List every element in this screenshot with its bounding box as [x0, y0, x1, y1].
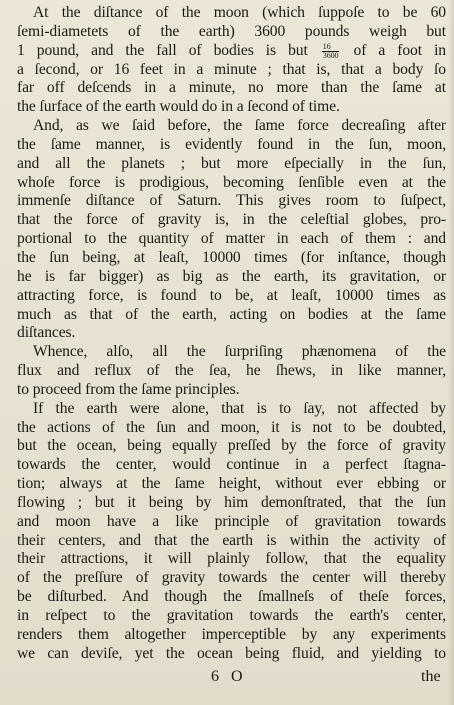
fraction-numerator: 16 [322, 43, 340, 52]
fraction [322, 43, 340, 60]
text-line [17, 42, 446, 61]
text-line: he is far bigger) as big as the earth, its gravitation, or [17, 267, 446, 285]
text-line: the ſurface of the earth would do in a ſecond of time. [17, 98, 340, 116]
body-text [17, 4, 446, 664]
fraction-denominator: 3600 [322, 50, 339, 60]
text-line: diſtances. [17, 324, 76, 342]
text-line: their attractions, it will plainly follow, that the equality [17, 550, 446, 568]
text-line: ſemi-diametets of the earth) 3600 pounds weigh but [17, 22, 446, 40]
text-line: renders them altogether imperceptible by any experiments [17, 625, 446, 643]
page-edge-shadow [448, 0, 454, 705]
text-line: At the diſtance of the moon (which ſuppoſe to be 60 [33, 4, 446, 21]
text-line: flowing ; but it being by him demonſtrated, that the ſun [17, 493, 446, 511]
text-line: Whence, alſo, all the ſurpriſing phænomena of the [33, 343, 446, 361]
text-line: in reſpect to the gravitation towards the earth's center, [17, 607, 446, 624]
text-line: immenſe diſtance of Saturn. This gives room to ſuſpect, [17, 192, 446, 210]
text-line: be diſturbed. And though the ſmallneſs of theſe forces, [17, 588, 446, 606]
text-line: tion; always at the ſame height, without ever ebbing or [17, 475, 446, 493]
text-line: the actions of the ſun and moon, it is not to be doubted, [17, 418, 446, 436]
text-line: that the force of gravity is, in the celeſtial globes, pro- [17, 211, 446, 229]
text-line: but the ocean, being equally preſſed by the force of gravity [17, 437, 446, 455]
text-line: whoſe force is prodigious, becoming ſenſible even at the [17, 173, 446, 191]
text-line: and moon have a like principle of gravitation towards [17, 512, 446, 530]
text-line: flux and reflux of the ſea, he ſhews, in like manner, [17, 362, 446, 380]
text-line: attracting force, is found to be, at leaſt, 10000 times as [17, 286, 446, 304]
text-segment: 1 pound, and the fall of bodies is but [17, 41, 308, 59]
text-line: to proceed from the ſame principles. [17, 380, 240, 398]
text-line: the ſame manner, is evidently found in the ſun, moon, [17, 135, 446, 153]
text-line: If the earth were alone, that is to ſay, not affected by [33, 399, 446, 417]
page-number: 6 O [211, 668, 247, 685]
text-line: their centers, and that the earth is within the activity of [17, 531, 446, 549]
text-line: we can deviſe, yet the ocean being fluid, and yielding to [17, 644, 446, 662]
text-line: the ſun being, at leaſt, 10000 times (for inſtance, though [17, 248, 446, 266]
text-line: much as that of the earth, acting on bodies at the ſame [17, 305, 446, 323]
text-line: towards the center, would continue in a perfect ſtagna- [17, 456, 446, 474]
text-line: a ſecond, or 16 feet in a minute ; that is, that a body ſo [17, 60, 446, 78]
text-line: And, as we ſaid before, the ſame force decreaſing after [33, 117, 446, 135]
page-footer [0, 668, 454, 690]
text-line: of the preſſure of gravity towards the center will thereby [17, 569, 446, 587]
catchword: the [421, 668, 441, 685]
text-segment: of a foot in [353, 41, 446, 59]
text-line: portional to the quantity of matter in each of them : and [17, 230, 446, 248]
text-line: and all the planets ; but more eſpecially in the ſun, [17, 154, 446, 172]
text-line: far off deſcends in a minute, no more than the ſame at [17, 79, 446, 97]
